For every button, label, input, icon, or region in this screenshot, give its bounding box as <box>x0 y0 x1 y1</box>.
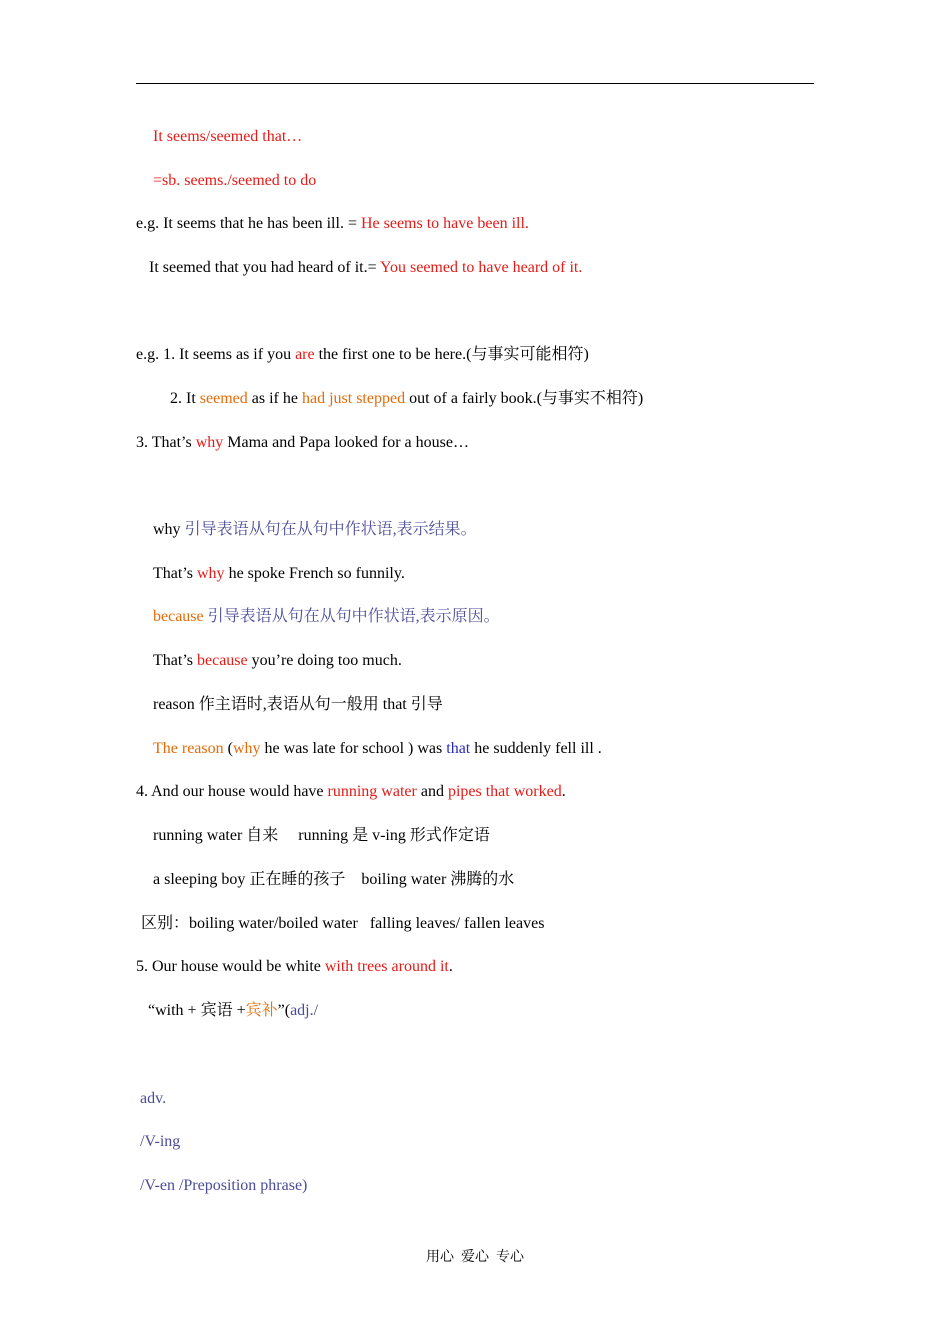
text-run: adv. <box>140 1090 167 1107</box>
text-run: and <box>416 783 448 800</box>
text-run: 引导表语从句在从句中作状语,表示结果。 <box>184 521 477 538</box>
text-line <box>149 258 582 278</box>
text-run: 5. Our house would be white <box>136 958 325 975</box>
text-run: you’re doing too much. <box>247 652 402 669</box>
text-line <box>148 1001 318 1021</box>
text-run: ( <box>223 740 233 757</box>
text-run: 引导表语从句在从句中作状语,表示原因。 <box>207 608 500 625</box>
text-run: That’s <box>153 565 197 582</box>
text-run: It seemed that you had heard of it.= <box>149 259 381 276</box>
text-line <box>136 214 529 234</box>
text-line <box>153 695 443 715</box>
text-run: That’s <box>153 652 197 669</box>
text-line <box>140 1132 180 1152</box>
text-run: with trees around it <box>324 958 449 975</box>
text-run: You seemed to have heard of it. <box>380 259 583 276</box>
text-run: as if he <box>247 390 302 407</box>
text-run: why <box>197 565 225 582</box>
text-run: reason 作主语时,表语从句一般用 that 引导 <box>153 696 443 713</box>
text-run: why <box>195 434 224 451</box>
header-rule <box>136 83 814 84</box>
text-line <box>153 739 602 759</box>
text-run: are <box>295 346 315 363</box>
text-run: 4. And our house would have <box>136 783 328 800</box>
page-footer: 用心 爱心 专心 <box>426 1250 524 1265</box>
text-run: because <box>153 608 208 625</box>
text-run: The reason <box>153 740 224 757</box>
text-run: the first one to be here.(与事实可能相符) <box>314 346 589 363</box>
text-line <box>153 651 402 671</box>
text-run: he was late for school ) was <box>260 740 447 757</box>
text-run: . <box>448 958 453 975</box>
text-run: 3. That’s <box>136 434 196 451</box>
text-line <box>153 171 316 191</box>
text-run: out of a fairly book.(与事实不相符) <box>405 390 644 407</box>
text-run: he spoke French so funnily. <box>224 565 405 582</box>
text-run: /V-en /Preposition phrase) <box>140 1177 308 1194</box>
text-line <box>140 1176 307 1196</box>
text-line <box>153 870 514 890</box>
text-line <box>140 1089 166 1109</box>
text-line <box>141 914 544 934</box>
text-run: running water <box>327 783 417 800</box>
text-run: =sb. seems./seemed to do <box>153 172 317 189</box>
text-run: a sleeping boy 正在睡的孩子 boiling water 沸腾的水 <box>153 871 515 888</box>
text-run: /V-ing <box>140 1133 181 1150</box>
text-run: why <box>153 521 185 538</box>
text-run: “with + 宾语 + <box>148 1002 246 1019</box>
text-line <box>136 433 469 453</box>
text-run: adj./ <box>290 1002 319 1019</box>
text-run: . <box>561 783 566 800</box>
text-line <box>136 957 453 977</box>
text-line <box>153 826 490 846</box>
text-run: he suddenly fell ill . <box>470 740 602 757</box>
text-line <box>153 520 477 540</box>
text-run: that <box>446 740 471 757</box>
text-run: had just stepped <box>301 390 406 407</box>
text-line <box>136 345 589 365</box>
text-line <box>153 607 500 627</box>
text-line <box>153 564 405 584</box>
text-run: Mama and Papa looked for a house… <box>223 434 469 451</box>
text-line <box>170 389 643 409</box>
text-run: 2. It <box>170 390 200 407</box>
text-line <box>153 127 302 147</box>
text-run: 区别：boiling water/boiled water falling leaves/ fallen leaves <box>141 915 545 932</box>
text-run: It seems/seemed that… <box>153 128 303 145</box>
text-line <box>136 782 566 802</box>
text-run: e.g. 1. It seems as if you <box>136 346 296 363</box>
text-run: because <box>197 652 248 669</box>
text-run: 宾补 <box>245 1002 278 1019</box>
text-run: He seems to have been ill. <box>360 215 529 232</box>
text-run: pipes that worked <box>447 783 562 800</box>
text-run: why <box>232 740 261 757</box>
text-run: e.g. It seems that he has been ill. = <box>136 215 361 232</box>
text-run: running water 自来 running 是 v-ing 形式作定语 <box>153 827 490 844</box>
text-run: ”( <box>277 1002 291 1019</box>
text-run: seemed <box>199 390 248 407</box>
